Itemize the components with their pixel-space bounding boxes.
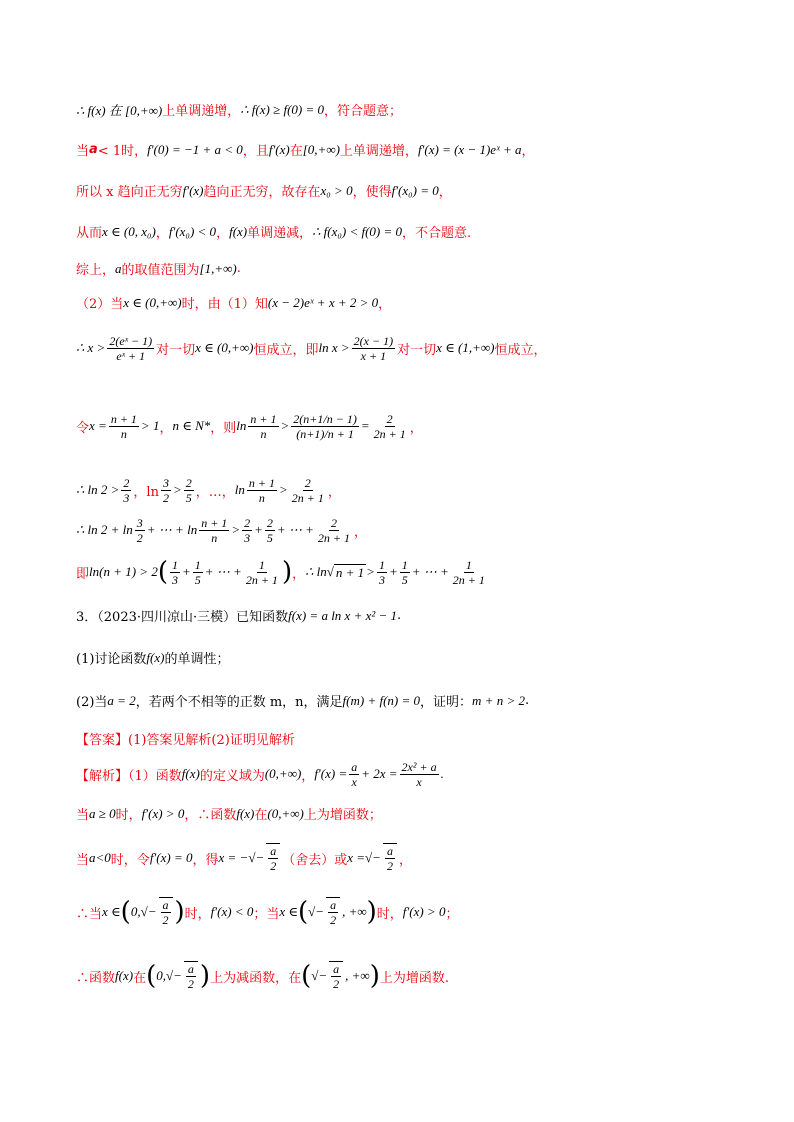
text: ，得: [192, 852, 219, 868]
text: .: [397, 608, 402, 623]
text: 时，令: [110, 852, 150, 868]
denominator: n: [258, 490, 265, 505]
sqrt-sign: √−: [248, 850, 265, 865]
sqrt-radicand: n + 1: [335, 564, 365, 580]
math-expr: x ∈: [279, 904, 298, 919]
fraction: [400, 558, 410, 587]
text: （2）当: [76, 297, 124, 312]
denominator: 2n + 1: [291, 490, 324, 505]
text: ，…，: [195, 484, 235, 500]
solution-line-11: [76, 552, 754, 592]
denominator: 2n + 1: [373, 426, 406, 441]
text: 在: [289, 144, 303, 159]
text: ，不合题意.: [402, 226, 472, 241]
math-expr: ∴ f(x) ≥ f(0) = 0: [240, 101, 325, 117]
fraction: [383, 843, 397, 873]
text: ，使得: [352, 185, 392, 200]
denominator: n: [211, 530, 218, 545]
fraction: [107, 334, 154, 363]
math-expr: x ∈ (0, x₀): [102, 223, 156, 239]
math-expr: + 2x =: [361, 766, 398, 781]
math-expr: ln: [236, 418, 247, 433]
math-expr: f(x): [229, 223, 248, 239]
denominator: 2: [330, 913, 337, 927]
text: ，: [354, 524, 368, 540]
math-expr: + ⋯ +: [204, 564, 242, 579]
math-expr: f′(x): [182, 182, 204, 198]
paren-open: (: [298, 897, 309, 927]
fraction: [199, 516, 229, 545]
math-expr: f′(x) = 0: [149, 850, 193, 865]
numerator: 2(eˣ − 1): [109, 333, 153, 348]
text: 的单调性；: [164, 652, 230, 667]
math-expr: x =: [347, 850, 366, 865]
text: ；: [445, 906, 459, 922]
text: 的取值范围为: [121, 263, 200, 278]
fraction: [266, 843, 280, 873]
fraction: [159, 897, 173, 927]
math-expr: f′(0) = −1 + a < 0: [147, 141, 243, 157]
numerator: 1: [465, 557, 472, 572]
fraction: [349, 760, 359, 789]
numerator: a: [270, 844, 277, 858]
text: (2)当: [76, 695, 108, 710]
math-expr: ln(n + 1) > 2: [89, 564, 158, 579]
paren-open: (: [146, 961, 157, 991]
denominator: 3: [172, 572, 178, 587]
numerator: 3: [162, 475, 169, 490]
numerator: 1: [378, 557, 385, 572]
text: ，: [155, 226, 169, 241]
text: 单调递减，: [247, 226, 313, 241]
denominator: 3: [378, 572, 385, 587]
numerator: 1: [194, 557, 201, 572]
numerator: 2: [123, 475, 130, 490]
text: 从而: [76, 226, 103, 241]
text: ，: [301, 768, 315, 784]
math-expr: f′(x) < 0: [210, 904, 254, 919]
text: 的定义域为: [199, 768, 265, 784]
text: ，则: [210, 420, 237, 436]
sqrt-sign: √−: [365, 850, 381, 865]
text: 综上，: [76, 263, 116, 278]
math-var: a: [115, 260, 122, 276]
denominator: 3: [244, 530, 251, 545]
math-expr: , +∞: [345, 968, 370, 983]
solution-line-2: [76, 140, 754, 159]
denominator: 2n + 1: [245, 572, 278, 587]
math-expr: , +∞: [342, 904, 367, 919]
math-expr: x ∈ (0,+∞): [123, 294, 182, 310]
text: ，∴函数: [184, 808, 237, 823]
fraction: [244, 558, 280, 587]
text: 【解析】（1）函数: [76, 768, 182, 784]
denominator: x: [351, 774, 357, 789]
math-expr: >: [280, 418, 290, 433]
text: ，ln: [133, 484, 159, 500]
fraction: [352, 334, 395, 363]
paren-open: (: [301, 961, 312, 991]
denominator: 2: [270, 859, 277, 873]
text: ，: [438, 185, 452, 200]
paren-open: (: [120, 897, 131, 927]
analysis-line-3: [76, 838, 754, 878]
text: .: [524, 693, 530, 708]
paren-close: ): [199, 961, 211, 991]
text: ，: [398, 852, 412, 868]
numerator: n + 1: [110, 411, 137, 426]
text: （舍去）或: [282, 852, 348, 868]
math-expr: (x − 2)eˣ + x + 2 > 0: [267, 294, 379, 310]
math-expr: f′(x) > 0: [402, 904, 446, 919]
math-var: a: [89, 142, 98, 157]
text: ，且: [242, 144, 269, 159]
solution-line-1: [76, 100, 754, 119]
numerator: 3: [136, 515, 143, 530]
analysis-line-2: [76, 804, 754, 823]
math-expr: f′(x): [268, 141, 290, 157]
math-expr: >: [172, 482, 182, 497]
text: 趋向正无穷，故存在: [203, 185, 321, 200]
numerator: a: [162, 898, 169, 912]
text: ，: [409, 420, 423, 436]
solution-line-9: [76, 472, 754, 508]
paren-close: ): [366, 897, 377, 927]
answer-text: 【答案】(1)答案见解析(2)证明见解析: [76, 733, 295, 748]
math-expr: >: [231, 522, 241, 537]
fraction: [265, 516, 275, 545]
denominator: 5: [194, 572, 201, 587]
solution-line-7: [76, 330, 754, 366]
math-expr: a ≥ 0: [89, 805, 116, 821]
solution-line-6: [76, 293, 754, 312]
text: .: [236, 261, 241, 276]
text: 3．（2023·四川凉山·三模）已知函数: [76, 610, 289, 625]
numerator: 2: [266, 515, 273, 530]
math-expr: a = 2: [107, 692, 136, 708]
fraction: [184, 476, 194, 505]
denominator: (n+1)/n + 1: [296, 426, 354, 441]
numerator: 2x² + a: [401, 759, 437, 774]
fraction: [400, 760, 439, 789]
text: 上单调递增，: [162, 104, 241, 119]
math-expr: [1,+∞): [199, 260, 237, 276]
sqrt-sign: √−: [140, 904, 157, 919]
denominator: x + 1: [360, 348, 387, 363]
numerator: 2: [244, 515, 251, 530]
fraction: [135, 516, 145, 545]
text: ，证明：: [420, 695, 473, 710]
text: ，: [292, 566, 306, 582]
problem-3-part-1: [76, 648, 754, 667]
fraction: [248, 412, 278, 441]
denominator: eˣ + 1: [116, 348, 146, 363]
math-expr: f(x): [236, 805, 255, 821]
solution-line-3: [76, 181, 754, 200]
paren-close: ): [369, 961, 380, 991]
denominator: 2n + 1: [452, 572, 485, 587]
math-expr: a<0: [89, 850, 111, 865]
denominator: 2: [333, 977, 340, 991]
math-expr: f′(x) =: [314, 766, 348, 781]
text: 当: [76, 808, 90, 823]
math-expr: f(m) + f(n) = 0: [342, 692, 421, 708]
denominator: 5: [401, 572, 408, 587]
math-expr: ln x >: [318, 340, 350, 355]
text: 令: [76, 420, 90, 436]
problem-3-part-2: [76, 691, 754, 710]
text: ，: [327, 484, 341, 500]
math-expr: +: [254, 522, 263, 537]
math-expr: x ∈ (0,+∞): [195, 340, 254, 355]
math-expr: >: [366, 564, 375, 579]
denominator: 2: [386, 859, 393, 873]
math-expr: =: [360, 418, 370, 433]
numerator: n + 1: [201, 515, 228, 530]
solution-line-10: [76, 512, 754, 548]
math-expr: (0,+∞): [267, 805, 304, 821]
math-expr: f(x) = a ln x + x² − 1: [288, 607, 398, 623]
text: 恒成立，即: [253, 342, 319, 358]
math-expr: ∴ ln: [305, 564, 327, 579]
math-expr: ln: [234, 482, 245, 497]
math-expr: f(x): [146, 649, 165, 665]
text: 上为增函数.: [379, 970, 449, 986]
numerator: 2(x − 1): [353, 333, 394, 348]
math-expr: ∴ x >: [76, 340, 106, 355]
denominator: 2: [187, 977, 194, 991]
math-expr: x ∈: [102, 904, 121, 919]
fraction: [329, 961, 343, 991]
numerator: 1: [258, 557, 265, 572]
text: 时，: [184, 906, 211, 922]
solution-line-4: [76, 222, 754, 241]
text: 在: [254, 808, 268, 823]
text: 上单调递增，: [339, 144, 418, 159]
numerator: 2: [330, 515, 337, 530]
math-expr: +: [182, 564, 191, 579]
text: ，符合题意；: [324, 104, 403, 119]
math-expr: x₀ > 0: [320, 182, 353, 198]
fraction: [377, 558, 387, 587]
text: ；当: [253, 906, 280, 922]
paren-close: ): [281, 557, 293, 587]
sqrt-sign: √−: [311, 968, 328, 983]
fraction: [451, 558, 487, 587]
math-expr: ∴ f(x) 在 [0,+∞): [76, 103, 163, 118]
math-expr: + ⋯ +: [411, 564, 449, 579]
math-expr: >: [278, 482, 288, 497]
analysis-line-1: [76, 756, 754, 792]
numerator: a: [333, 962, 340, 976]
fraction: [326, 897, 340, 927]
sqrt-sign: √: [326, 564, 334, 579]
denominator: n: [260, 426, 267, 441]
denominator: 2: [162, 490, 169, 505]
text: 上为减函数，在: [210, 970, 302, 986]
math-expr: f(x): [115, 968, 134, 983]
text: 对一切: [397, 342, 437, 358]
text: ∴函数: [76, 970, 116, 986]
math-expr: ∴ ln 2 >: [76, 482, 120, 497]
fraction: [109, 412, 139, 441]
math-expr: + ⋯ +: [276, 522, 314, 537]
math-expr: f′(x₀) = 0: [391, 182, 439, 198]
fraction: [121, 476, 131, 505]
math-expr: .: [440, 766, 444, 781]
denominator: x: [416, 774, 422, 789]
numerator: 1: [401, 557, 408, 572]
math-expr: 0,: [130, 904, 141, 919]
text: 时，: [376, 906, 403, 922]
solution-line-8: [76, 398, 754, 454]
math-expr: [0,+∞): [302, 141, 340, 157]
denominator: n: [120, 426, 127, 441]
numerator: n + 1: [248, 475, 275, 490]
text: ，: [378, 297, 392, 312]
math-expr: + ⋯ + ln: [146, 522, 198, 537]
math-expr: x = −: [218, 850, 249, 865]
numerator: a: [351, 759, 358, 774]
math-expr: (0,+∞): [264, 766, 302, 781]
numerator: a: [386, 844, 393, 858]
fraction: [316, 516, 352, 545]
denominator: 3: [123, 490, 130, 505]
text: 当: [76, 144, 90, 159]
sqrt-sign: √−: [308, 904, 325, 919]
math-expr: 0,: [156, 968, 166, 983]
fraction: [290, 476, 326, 505]
text: (1)讨论函数: [76, 652, 147, 667]
fraction: [193, 558, 203, 587]
sqrt-sign: √−: [165, 968, 182, 983]
paren-open: (: [157, 557, 168, 587]
text: 即: [76, 566, 90, 582]
math-expr: x =: [89, 418, 107, 433]
text: ，若两个不相等的正数 m，n，满足: [135, 695, 343, 710]
denominator: 5: [266, 530, 273, 545]
math-expr: > 1: [140, 418, 160, 433]
text: 所以 x 趋向正无穷: [76, 185, 183, 200]
math-expr: ∴ ln 2 + ln: [76, 522, 133, 537]
text: 恒成立，: [494, 342, 547, 358]
solution-line-5: [76, 259, 754, 278]
fraction: [161, 476, 171, 505]
fraction: [242, 516, 252, 545]
paren-close: ): [174, 897, 185, 927]
math-expr: f′(x₀) < 0: [168, 223, 217, 239]
numerator: 1: [172, 557, 178, 572]
numerator: 2(n+1/n − 1): [293, 411, 357, 426]
analysis-line-4: [76, 890, 754, 934]
fraction: [291, 412, 359, 441]
text: < 1时，: [97, 144, 148, 159]
math-expr: ∴ f(x₀) < f(0) = 0: [312, 223, 403, 239]
text: 当: [76, 852, 90, 868]
text: ，: [521, 144, 535, 159]
text: ，: [159, 420, 173, 436]
analysis-line-5: [76, 952, 754, 1000]
problem-3-statement: [76, 606, 754, 625]
text: ，: [216, 226, 230, 241]
fraction: [247, 476, 277, 505]
denominator: 2: [136, 530, 143, 545]
math-expr: f′(x) = (x − 1)eˣ + a: [417, 141, 522, 157]
fraction: [184, 961, 198, 991]
fraction: [170, 558, 180, 587]
text: 时，: [115, 808, 142, 823]
numerator: a: [330, 898, 337, 912]
denominator: 5: [185, 490, 192, 505]
numerator: a: [187, 962, 194, 976]
math-expr: n ∈ N*: [172, 418, 211, 433]
fraction: [372, 412, 408, 441]
numerator: n + 1: [250, 411, 277, 426]
text: 上为增函数；: [303, 808, 382, 823]
text: 对一切: [156, 342, 196, 358]
numerator: 2: [304, 475, 311, 490]
denominator: 2n + 1: [317, 530, 351, 545]
math-expr: f′(x) > 0: [141, 805, 185, 821]
math-expr: m + n > 2: [472, 692, 525, 708]
text: 在: [133, 970, 147, 986]
text: ∴当: [76, 906, 103, 922]
math-expr: f(x): [181, 766, 200, 781]
text: 时，由（1）知: [181, 297, 268, 312]
denominator: 2: [162, 913, 169, 927]
math-expr: +: [388, 564, 398, 579]
answer-line: [76, 729, 754, 748]
numerator: 2: [386, 411, 393, 426]
math-expr: x ∈ (1,+∞): [436, 340, 495, 355]
numerator: 2: [185, 475, 192, 490]
